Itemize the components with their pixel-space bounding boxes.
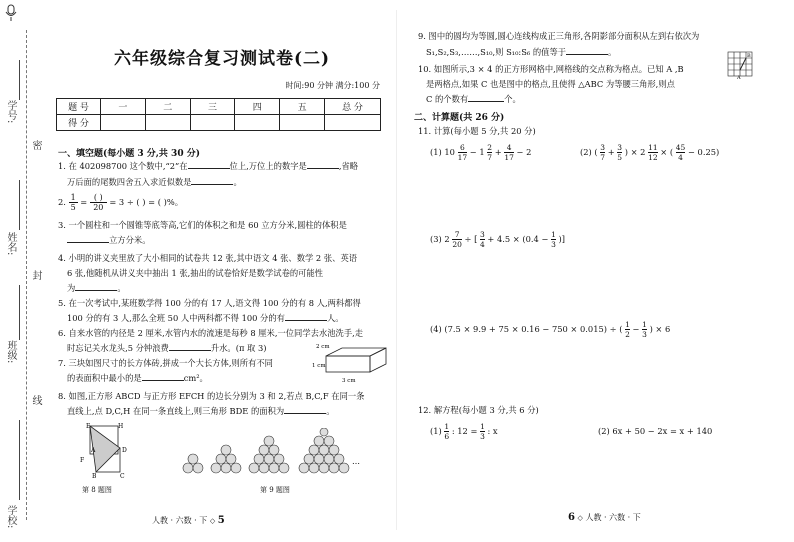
score-cell[interactable] — [145, 115, 190, 131]
id-blank[interactable] — [19, 60, 20, 100]
q8-text: 8. 如图,正方形 ABCD 与正方形 EFCH 的边长分别为 3 和 2,若点 B,C,F 在同一条 — [58, 391, 365, 401]
score-header-cell: 二 — [145, 99, 190, 115]
right-footer — [568, 512, 641, 523]
question-4 — [58, 251, 357, 266]
fraction: $\frac{1}{3}$ — [642, 320, 647, 339]
answer-blank[interactable] — [75, 282, 117, 291]
q2-text: = — [80, 197, 88, 207]
calc-3: (3) 2 $\frac{7}{20}$ ÷ [ $\frac{3}{4}$ + 4.5 × (0.4 − $\frac{1}{3}$ )] — [430, 230, 565, 249]
score-cell[interactable] — [325, 115, 381, 131]
answer-blank[interactable] — [142, 372, 184, 381]
fraction: $\frac{45}{4}$ — [675, 143, 686, 162]
q5-text: 人。 — [326, 313, 344, 323]
fraction: $\frac{1}{2}$ — [625, 320, 630, 339]
fraction: $\frac{4}{17}$ — [504, 143, 514, 162]
score-table — [56, 98, 381, 131]
q5-text: 100 分的有 3 人,那么全班 50 人中两科都不得 100 分的有 — [67, 313, 285, 323]
diamond-icon: ◇ — [209, 517, 216, 525]
q4-text: 4. 小明的讲义夹里放了大小相同的试卷共 12 张,其中语文 4 张、数学 2 张、英语 — [58, 253, 358, 263]
seal-word-xian: 线 — [30, 395, 41, 405]
school-blank[interactable] — [19, 420, 20, 500]
q2-number: 2. — [58, 197, 66, 207]
q4-text: 为 — [67, 283, 76, 293]
question-5-cont — [67, 311, 344, 326]
q10-text: C 的个数有 — [426, 94, 469, 104]
score-cell[interactable] — [101, 115, 146, 131]
calc-text: (3) 2 — [430, 234, 450, 244]
answer-blank[interactable] — [191, 176, 233, 185]
fig9-circles — [180, 428, 376, 478]
score-header-cell: 题 号 — [57, 99, 101, 115]
score-cell[interactable] — [235, 115, 280, 131]
frac-den: 20 — [93, 203, 104, 212]
question-11: 11. 计算(每小题 5 分,共 20 分) — [418, 126, 536, 136]
brick-diagram — [312, 342, 390, 384]
question-3-cont — [67, 233, 151, 248]
page-number: 6 — [568, 512, 575, 523]
class-blank[interactable] — [19, 285, 20, 340]
question-9-cont: S₁,S₂,S₃,……,S₁₀,则 S₁₀:S₆ 的值等于 。 — [426, 47, 617, 57]
fraction — [69, 193, 78, 212]
fig8-diagram — [76, 422, 138, 480]
q7-text: cm²。 — [183, 373, 208, 383]
question-4-cont: 为 。 — [67, 283, 126, 293]
question-8 — [58, 389, 364, 404]
q6-text: 6. 自来水管的内径是 2 厘米,水管内水的流速是每秒 8 厘米,一位同学去水池洗手,走 — [58, 328, 364, 338]
question-10-cont — [426, 77, 675, 92]
footer-text: 人教 · 六数 · 下 — [585, 513, 641, 522]
calc-text: ) × 6 — [649, 324, 671, 334]
fig8-label: C — [120, 473, 125, 480]
brick-dim-label: 3 cm — [342, 378, 356, 384]
score-header-cell: 三 — [190, 99, 235, 115]
question-10-cont — [426, 92, 521, 107]
score-row-label: 得 分 — [57, 115, 101, 131]
answer-blank[interactable] — [284, 405, 326, 414]
answer-blank[interactable] — [285, 312, 327, 321]
q10-text: 个。 — [504, 94, 521, 104]
name-blank[interactable] — [19, 180, 20, 230]
score-header-cell: 五 — [280, 99, 325, 115]
calc-text: (1) 10 — [430, 147, 455, 157]
answer-blank[interactable] — [468, 93, 504, 102]
binding-margin — [0, 0, 52, 542]
question-7 — [58, 356, 273, 371]
calc-text: − 1 — [469, 147, 485, 157]
fig8-label: B — [92, 473, 97, 480]
fraction: $\frac{2}{7}$ — [487, 143, 493, 162]
exam-meta: 时间:90 分钟 满分:100 分 — [285, 81, 380, 90]
equation-1 — [430, 422, 498, 441]
q4-text: 6 张,他随机从讲义夹中抽出 1 张,抽出的试卷恰好是数学试卷的可能性 — [67, 268, 324, 278]
q1-text: 万后面的尾数四舍五入求近似数是 — [67, 177, 192, 187]
fraction: $\frac{1}{3}$ — [480, 422, 485, 441]
score-cell[interactable] — [280, 115, 325, 131]
id-label: 学号: — [5, 100, 16, 124]
q3-text: 立方分米。 — [109, 235, 151, 245]
calc-1: (1) 10 $\frac{6}{17}$ − 1 $\frac{2}{7}$ + $\frac{4}{17}$ − 2 — [430, 143, 532, 162]
microphone-icon — [5, 4, 17, 22]
score-header-cell: 四 — [235, 99, 280, 115]
fig8-label: E — [86, 423, 91, 430]
q5-text: 5. 在一次考试中,某班数学得 100 分的有 17 人,语文得 100 分的有 8 人,两科都得 — [58, 298, 361, 308]
fraction: $\frac{1}{6}$ — [444, 422, 450, 441]
question-1-cont: 万后面的尾数四舍五入求近似数是 。 — [67, 177, 242, 187]
q9-text: S₁,S₂,S₃,……,S₁₀,则 S₁₀:S₆ 的值等于 — [426, 47, 567, 57]
q3-text: 3. 一个圆柱和一个圆锥等底等高,它们的体积之和是 60 立方分米,圆柱的体积是 — [58, 220, 347, 230]
grid-point-label: A — [737, 75, 741, 80]
question-3 — [58, 218, 347, 233]
school-label: 学校: — [5, 505, 16, 529]
fig8-label: F — [80, 457, 85, 464]
answer-blank[interactable] — [566, 46, 608, 55]
q2-text: = 3 ÷ ( ) = ( )%。 — [109, 197, 184, 207]
question-10 — [418, 62, 684, 77]
q7-text: 的表面积中最小的是 — [67, 373, 142, 383]
question-7-cont — [67, 371, 208, 386]
calc-text: (4) (7.5 × 9.9 + 75 × 0.16 − 750 × 0.015) ÷ ( — [430, 324, 623, 334]
eq-text: : x — [487, 426, 498, 436]
q6-text: 升水。(π 取 3) — [210, 343, 267, 353]
seal-dashed-line — [26, 30, 27, 520]
question-6 — [58, 326, 363, 341]
grid-point-label: B — [747, 53, 751, 59]
q6-text: 时忘记关水龙头,5 分钟浪费 — [67, 343, 169, 353]
calc-text: (2) ( — [580, 147, 598, 157]
fraction: $\frac{6}{17}$ — [457, 143, 468, 162]
page-number: 5 — [217, 515, 225, 526]
brick-dim-label: 1 cm — [312, 363, 326, 369]
eq-text: : 12 = — [451, 426, 478, 436]
brick-dim-label: 2 cm — [316, 344, 330, 350]
fig8-label: A — [91, 447, 96, 454]
q10-text: 是两格点,如果 C 也是图中的格点,且使得 △ABC 为等腰三角形,则点 — [426, 79, 675, 89]
question-4-cont — [67, 266, 323, 281]
page-gutter — [396, 10, 397, 530]
answer-blank[interactable] — [307, 160, 339, 169]
score-header-cell: 总 分 — [325, 99, 381, 115]
question-2 — [58, 193, 183, 212]
left-footer — [152, 515, 225, 526]
calc-2: (2) ( $\frac{3}{7}$ + $\frac{3}{5}$ ) × 2 $\frac{11}{12}$ × ( $\frac{45}{4}$ − 0.25) — [580, 143, 720, 162]
frac-num: 1 — [70, 193, 76, 202]
seal-word-mi: 密 — [30, 140, 41, 150]
equation-2: (2) 6x + 50 − 2x = x + 140 — [598, 426, 713, 436]
fig8-caption: 第 8 题图 — [82, 486, 112, 494]
answer-blank[interactable] — [188, 160, 230, 169]
fraction: $\frac{1}{3}$ — [551, 230, 556, 249]
question-12: 12. 解方程(每小题 3 分,共 6 分) — [418, 405, 539, 415]
q1-text: ,省略 — [338, 161, 359, 171]
fig8-squares — [76, 422, 138, 480]
fraction: $\frac{3}{5}$ — [617, 143, 623, 162]
fig8-label: H — [118, 423, 124, 430]
question-1 — [58, 159, 358, 174]
q8-text: 直线上,点 D,C,H 在同一条直线上,则三角形 BDE 的面积为 — [67, 406, 285, 416]
name-label: 姓名: — [5, 232, 16, 256]
section-heading: 一、填空题(每小题 3 分,共 30 分) — [58, 149, 200, 159]
fig9-diagram — [180, 428, 376, 478]
grid-diagram — [726, 50, 758, 80]
q7-text: 7. 三块如图尺寸的长方体砖,拼成一个大长方体,则所有不同 — [58, 358, 273, 368]
fig9-caption: 第 9 题图 — [260, 486, 290, 494]
frac-num: ( ) — [90, 193, 107, 203]
q1-text: 1. 在 402098700 这个数中,“2”在 — [58, 161, 188, 171]
brick-figure — [312, 342, 390, 384]
answer-blank[interactable] — [169, 342, 211, 351]
class-label: 班级: — [5, 340, 16, 364]
section-heading: 二、计算题(共 26 分) — [414, 113, 505, 123]
q9-text: 9. 图中的圆均为等圆,圆心连线构成正三角形,各阴影部分面积从左到右依次为 — [418, 31, 700, 41]
seal-word-feng: 封 — [30, 270, 41, 280]
question-5 — [58, 296, 361, 311]
diamond-icon: ◇ — [577, 514, 583, 522]
fraction: $\frac{11}{12}$ — [648, 143, 658, 162]
q10-text: 10. 如图所示,3 × 4 的正方形网格中,网格线的交点称为格点。已知 A ,B — [418, 64, 684, 74]
score-header-cell: 一 — [101, 99, 146, 115]
eq-text: (1) — [430, 426, 442, 436]
question-6-cont — [67, 341, 267, 356]
footer-text: 人教 · 六数 · 下 — [152, 516, 208, 525]
ellipsis-glyph: … — [352, 457, 360, 466]
fraction[interactable] — [90, 193, 107, 212]
frac-den: 5 — [70, 203, 76, 212]
fig8-label: D — [122, 447, 127, 454]
fraction: $\frac{3}{7}$ — [600, 143, 606, 162]
answer-blank[interactable] — [67, 234, 109, 243]
question-8-cont: 直线上,点 D,C,H 在同一条直线上,则三角形 BDE 的面积为 。 — [67, 406, 335, 416]
q1-text: 位上,万位上的数字是 — [229, 161, 307, 171]
score-cell[interactable] — [190, 115, 235, 131]
fraction: $\frac{7}{20}$ — [452, 230, 462, 249]
question-9 — [418, 29, 699, 44]
grid-figure — [726, 50, 758, 80]
calc-4: (4) (7.5 × 9.9 + 75 × 0.16 − 750 × 0.015) ÷ ( $\frac{1}{2}$ − $\frac{1}{3}$ ) × 6 — [430, 320, 671, 339]
page-title: 六年级综合复习测试卷(二) — [113, 49, 331, 69]
fraction: $\frac{3}{4}$ — [479, 230, 485, 249]
